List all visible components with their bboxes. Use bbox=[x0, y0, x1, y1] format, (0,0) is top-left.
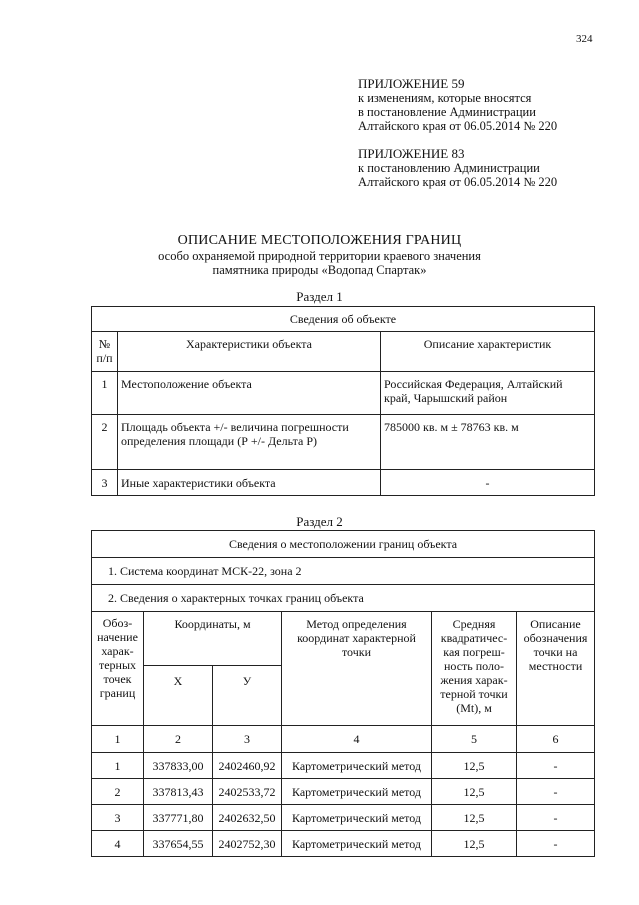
column-number: 2 bbox=[144, 726, 213, 753]
point-error: 12,5 bbox=[432, 831, 517, 857]
points-header: 2. Сведения о характерных точках границ объекта bbox=[92, 585, 595, 612]
point-description: - bbox=[517, 753, 595, 779]
point-error: 12,5 bbox=[432, 779, 517, 805]
point-description: - bbox=[517, 831, 595, 857]
appendix-59 bbox=[358, 77, 557, 133]
point-y: 2402460,92 bbox=[213, 753, 282, 779]
table-row bbox=[92, 831, 595, 857]
point-method: Картометрический метод bbox=[282, 753, 432, 779]
row-num: 3 bbox=[92, 470, 118, 496]
appendix-83-line: Алтайского края от 06.05.2014 № 220 bbox=[358, 175, 558, 189]
row-description: - bbox=[381, 470, 595, 496]
section-2-title: Раздел 2 bbox=[296, 514, 343, 529]
page-number: 324 bbox=[576, 33, 593, 45]
table-row bbox=[92, 779, 595, 805]
header-method: Метод определения координат характерной точки bbox=[282, 612, 432, 726]
column-number: 5 bbox=[432, 726, 517, 753]
table-row bbox=[92, 753, 595, 779]
row-description: 785000 кв. м ± 78763 кв. м bbox=[381, 415, 595, 470]
row-num: 1 bbox=[92, 372, 118, 415]
appendix-83-title: ПРИЛОЖЕНИЕ 83 bbox=[358, 146, 465, 161]
object-info-table bbox=[91, 306, 595, 496]
point-x: 337813,43 bbox=[144, 779, 213, 805]
header-num: № п/п bbox=[92, 332, 118, 372]
point-method: Картометрический метод bbox=[282, 779, 432, 805]
point-x: 337771,80 bbox=[144, 805, 213, 831]
row-characteristic: Площадь объекта +/- величина погрешности определения площади (Р +/- Дельта Р) bbox=[118, 415, 381, 470]
appendix-59-line: к изменениям, которые вносятся bbox=[358, 91, 532, 105]
point-error: 12,5 bbox=[432, 805, 517, 831]
point-x: 337654,55 bbox=[144, 831, 213, 857]
column-number: 4 bbox=[282, 726, 432, 753]
table-row bbox=[92, 372, 595, 415]
boundary-points-table bbox=[91, 530, 595, 857]
row-characteristic: Иные характеристики объекта bbox=[118, 470, 381, 496]
document-title-sub: памятника природы «Водопад Спартак» bbox=[212, 263, 427, 277]
appendix-59-line: в постановление Администрации bbox=[358, 105, 536, 119]
appendix-59-line: Алтайского края от 06.05.2014 № 220 bbox=[358, 119, 558, 133]
document-title-sub: особо охраняемой природной территории краевого значения bbox=[158, 249, 481, 263]
coordinate-system: 1. Система координат МСК-22, зона 2 bbox=[92, 558, 595, 585]
appendix-83 bbox=[358, 147, 557, 189]
point-y: 2402632,50 bbox=[213, 805, 282, 831]
point-id: 3 bbox=[92, 805, 144, 831]
document-title bbox=[0, 233, 639, 277]
header-point-description: Описание обозначения точки на местности bbox=[517, 612, 595, 726]
point-id: 2 bbox=[92, 779, 144, 805]
table-title: Сведения об объекте bbox=[92, 307, 595, 332]
column-number: 3 bbox=[213, 726, 282, 753]
appendix-83-line: к постановлению Администрации bbox=[358, 161, 540, 175]
header-error: Средняя квадратичес-кая погреш-ность поло-жения харак-терной точки (Mt), м bbox=[432, 612, 517, 726]
row-num: 2 bbox=[92, 415, 118, 470]
table-row bbox=[92, 415, 595, 470]
column-number: 1 bbox=[92, 726, 144, 753]
point-description: - bbox=[517, 805, 595, 831]
point-x: 337833,00 bbox=[144, 753, 213, 779]
section-1-title: Раздел 1 bbox=[296, 289, 343, 304]
row-description: Российская Федерация, Алтайский край, Чарышский район bbox=[381, 372, 595, 415]
point-id: 1 bbox=[92, 753, 144, 779]
header-characteristics: Характеристики объекта bbox=[118, 332, 381, 372]
point-y: 2402533,72 bbox=[213, 779, 282, 805]
header-x: X bbox=[144, 666, 213, 726]
point-description: - bbox=[517, 779, 595, 805]
header-designation: Обоз-начение харак-терных точек границ bbox=[92, 612, 144, 726]
column-number: 6 bbox=[517, 726, 595, 753]
header-description: Описание характеристик bbox=[381, 332, 595, 372]
point-method: Картометрический метод bbox=[282, 831, 432, 857]
appendix-59-title: ПРИЛОЖЕНИЕ 59 bbox=[358, 76, 465, 91]
point-error: 12,5 bbox=[432, 753, 517, 779]
point-y: 2402752,30 bbox=[213, 831, 282, 857]
document-title-main: ОПИСАНИЕ МЕСТОПОЛОЖЕНИЯ ГРАНИЦ bbox=[177, 233, 462, 248]
row-characteristic: Местоположение объекта bbox=[118, 372, 381, 415]
header-y: У bbox=[213, 666, 282, 726]
table-row bbox=[92, 470, 595, 496]
table-title: Сведения о местоположении границ объекта bbox=[92, 531, 595, 558]
header-coordinates: Координаты, м bbox=[144, 612, 282, 666]
point-id: 4 bbox=[92, 831, 144, 857]
table-row bbox=[92, 805, 595, 831]
column-number-row bbox=[92, 726, 595, 753]
point-method: Картометрический метод bbox=[282, 805, 432, 831]
